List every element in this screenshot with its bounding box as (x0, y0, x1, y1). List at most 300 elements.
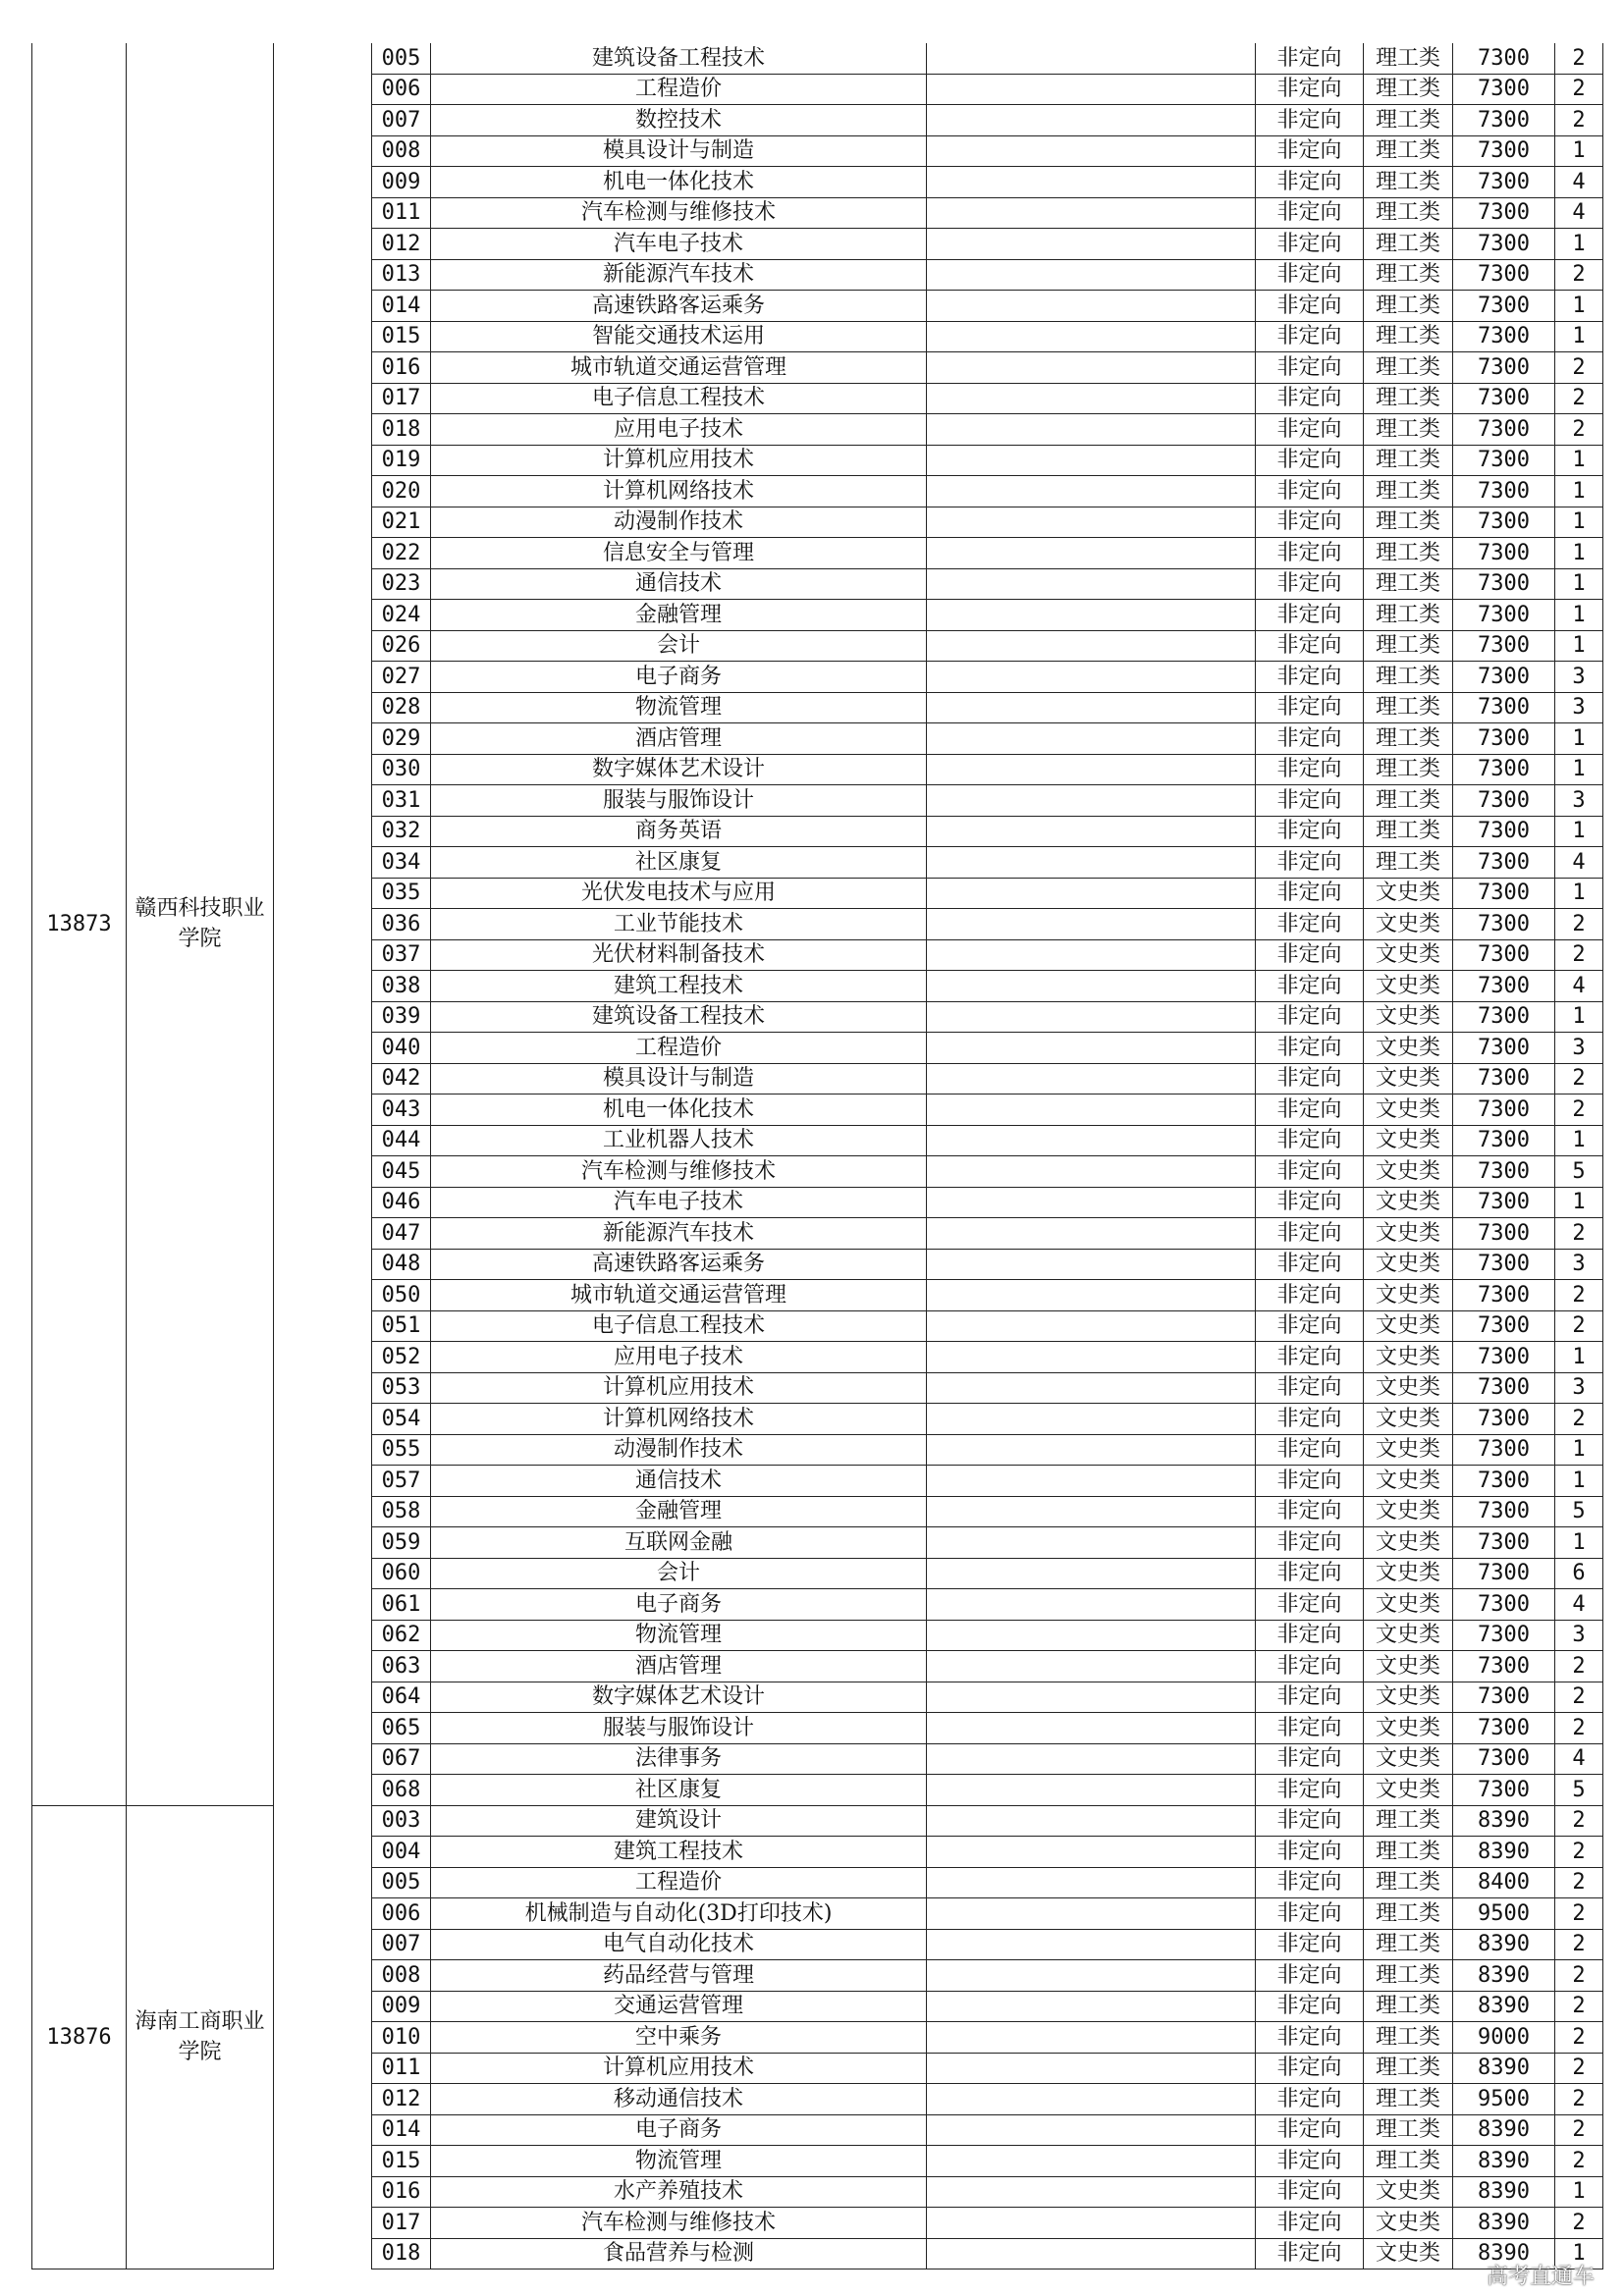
major-name-cell: 新能源汽车技术 (431, 1218, 927, 1250)
major-code-cell: 027 (372, 662, 431, 693)
plan-count-cell: 2 (1555, 1713, 1603, 1744)
plan-count-cell: 3 (1555, 1033, 1603, 1064)
tuition-cell: 7300 (1453, 1558, 1555, 1589)
tuition-cell: 7300 (1453, 321, 1555, 352)
major-name-cell: 汽车检测与维修技术 (431, 1156, 927, 1188)
tuition-cell: 7300 (1453, 847, 1555, 879)
orientation-cell: 非定向 (1256, 723, 1364, 755)
major-code-cell: 004 (372, 1837, 431, 1868)
plan-count-cell: 4 (1555, 1743, 1603, 1775)
remark-cell (927, 1651, 1256, 1682)
major-name-cell: 互联网金融 (431, 1527, 927, 1559)
tuition-cell: 7300 (1453, 1713, 1555, 1744)
major-name-cell: 商务英语 (431, 816, 927, 847)
category-cell: 文史类 (1364, 2238, 1453, 2269)
category-cell: 理工类 (1364, 74, 1453, 105)
orientation-cell: 非定向 (1256, 1033, 1364, 1064)
major-name-cell: 应用电子技术 (431, 1342, 927, 1373)
tuition-cell: 8390 (1453, 2053, 1555, 2084)
major-name-cell: 数字媒体艺术设计 (431, 1682, 927, 1713)
major-name-cell: 工业机器人技术 (431, 1125, 927, 1156)
major-name-cell: 物流管理 (431, 2146, 927, 2177)
major-code-cell: 032 (372, 816, 431, 847)
category-cell: 理工类 (1364, 135, 1453, 167)
category-cell: 文史类 (1364, 1280, 1453, 1311)
category-cell: 理工类 (1364, 785, 1453, 817)
plan-count-cell: 1 (1555, 321, 1603, 352)
orientation-cell: 非定向 (1256, 1929, 1364, 1960)
tuition-cell: 7300 (1453, 754, 1555, 785)
orientation-cell: 非定向 (1256, 1527, 1364, 1559)
tuition-cell: 7300 (1453, 1496, 1555, 1527)
remark-cell (927, 816, 1256, 847)
tuition-cell: 7300 (1453, 971, 1555, 1002)
major-name-cell: 建筑设计 (431, 1805, 927, 1837)
remark-cell (927, 1991, 1256, 2022)
orientation-cell: 非定向 (1256, 2084, 1364, 2115)
tuition-cell: 7300 (1453, 1372, 1555, 1404)
major-code-cell: 011 (372, 2053, 431, 2084)
category-cell: 理工类 (1364, 1805, 1453, 1837)
plan-count-cell: 1 (1555, 507, 1603, 538)
major-code-cell: 067 (372, 1743, 431, 1775)
remark-cell (927, 692, 1256, 723)
tuition-cell: 7300 (1453, 1001, 1555, 1033)
major-name-cell: 新能源汽车技术 (431, 259, 927, 291)
orientation-cell: 非定向 (1256, 197, 1364, 229)
orientation-cell: 非定向 (1256, 2208, 1364, 2239)
orientation-cell: 非定向 (1256, 816, 1364, 847)
major-name-cell: 物流管理 (431, 692, 927, 723)
remark-cell (927, 847, 1256, 879)
tuition-cell: 7300 (1453, 785, 1555, 817)
major-code-cell: 043 (372, 1095, 431, 1126)
tuition-cell: 7300 (1453, 1434, 1555, 1466)
orientation-cell: 非定向 (1256, 229, 1364, 260)
major-code-cell: 053 (372, 1372, 431, 1404)
tuition-cell: 7300 (1453, 939, 1555, 971)
remark-cell (927, 2146, 1256, 2177)
plan-count-cell: 1 (1555, 723, 1603, 755)
orientation-cell: 非定向 (1256, 445, 1364, 476)
tuition-cell: 7300 (1453, 1342, 1555, 1373)
major-code-cell: 060 (372, 1558, 431, 1589)
major-name-cell: 计算机应用技术 (431, 1372, 927, 1404)
category-cell: 理工类 (1364, 847, 1453, 879)
major-name-cell: 计算机应用技术 (431, 445, 927, 476)
category-cell: 文史类 (1364, 2208, 1453, 2239)
tuition-cell: 7300 (1453, 229, 1555, 260)
plan-count-cell: 5 (1555, 1156, 1603, 1188)
major-code-cell: 012 (372, 229, 431, 260)
tuition-cell: 7300 (1453, 816, 1555, 847)
plan-count-cell: 2 (1555, 1063, 1603, 1095)
tuition-cell: 7300 (1453, 600, 1555, 631)
remark-cell (927, 1775, 1256, 1806)
major-name-cell: 模具设计与制造 (431, 1063, 927, 1095)
category-cell: 理工类 (1364, 2084, 1453, 2115)
plan-count-cell: 2 (1555, 74, 1603, 105)
plan-count-cell: 4 (1555, 1589, 1603, 1621)
major-name-cell: 建筑设备工程技术 (431, 1001, 927, 1033)
category-cell: 文史类 (1364, 1713, 1453, 1744)
major-name-cell: 交通运营管理 (431, 1991, 927, 2022)
tuition-cell: 7300 (1453, 383, 1555, 414)
plan-count-cell: 2 (1555, 414, 1603, 446)
plan-count-cell: 2 (1555, 259, 1603, 291)
major-code-cell: 064 (372, 1682, 431, 1713)
tuition-cell: 7300 (1453, 1743, 1555, 1775)
category-cell: 文史类 (1364, 2176, 1453, 2208)
remark-cell (927, 167, 1256, 198)
major-name-cell: 计算机应用技术 (431, 2053, 927, 2084)
remark-cell (927, 43, 1256, 74)
plan-count-cell: 2 (1555, 939, 1603, 971)
category-cell: 理工类 (1364, 105, 1453, 136)
major-name-cell: 信息安全与管理 (431, 538, 927, 569)
orientation-cell: 非定向 (1256, 1404, 1364, 1435)
major-code-cell: 029 (372, 723, 431, 755)
orientation-cell: 非定向 (1256, 1001, 1364, 1033)
major-name-cell: 工程造价 (431, 74, 927, 105)
tuition-cell: 7300 (1453, 1651, 1555, 1682)
remark-cell (927, 1527, 1256, 1559)
major-code-cell: 017 (372, 383, 431, 414)
tuition-cell: 7300 (1453, 1404, 1555, 1435)
tuition-cell: 9500 (1453, 2084, 1555, 2115)
major-name-cell: 会计 (431, 630, 927, 662)
remark-cell (927, 259, 1256, 291)
plan-count-cell: 6 (1555, 1558, 1603, 1589)
orientation-cell: 非定向 (1256, 1095, 1364, 1126)
category-cell: 理工类 (1364, 1837, 1453, 1868)
tuition-cell: 7300 (1453, 414, 1555, 446)
major-name-cell: 金融管理 (431, 600, 927, 631)
orientation-cell: 非定向 (1256, 2238, 1364, 2269)
plan-count-cell: 1 (1555, 2238, 1603, 2269)
remark-cell (927, 1960, 1256, 1992)
tuition-cell: 7300 (1453, 1527, 1555, 1559)
plan-count-cell: 2 (1555, 1218, 1603, 1250)
institution-code: 13873 (32, 43, 127, 1805)
remark-cell (927, 1620, 1256, 1651)
category-cell: 文史类 (1364, 1620, 1453, 1651)
plan-count-cell: 4 (1555, 847, 1603, 879)
orientation-cell: 非定向 (1256, 878, 1364, 909)
orientation-cell: 非定向 (1256, 1775, 1364, 1806)
major-name-cell: 动漫制作技术 (431, 1434, 927, 1466)
major-name-cell: 建筑设备工程技术 (431, 43, 927, 74)
major-name-cell: 汽车检测与维修技术 (431, 2208, 927, 2239)
remark-cell (927, 1805, 1256, 1837)
major-name-cell: 工程造价 (431, 1033, 927, 1064)
remark-cell (927, 229, 1256, 260)
category-cell: 理工类 (1364, 197, 1453, 229)
major-name-cell: 服装与服饰设计 (431, 785, 927, 817)
remark-cell (927, 1434, 1256, 1466)
category-cell: 文史类 (1364, 1558, 1453, 1589)
tuition-cell: 7300 (1453, 630, 1555, 662)
major-name-cell: 通信技术 (431, 1466, 927, 1497)
major-name-cell: 食品营养与检测 (431, 2238, 927, 2269)
plan-count-cell: 2 (1555, 1837, 1603, 1868)
tuition-cell: 7300 (1453, 662, 1555, 693)
major-code-cell: 055 (372, 1434, 431, 1466)
major-code-cell: 016 (372, 2176, 431, 2208)
remark-cell (927, 2114, 1256, 2146)
tuition-cell: 7300 (1453, 1249, 1555, 1280)
major-name-cell: 工业节能技术 (431, 909, 927, 940)
category-cell: 文史类 (1364, 1156, 1453, 1188)
category-cell: 文史类 (1364, 1404, 1453, 1435)
major-name-cell: 计算机网络技术 (431, 476, 927, 507)
category-cell: 理工类 (1364, 600, 1453, 631)
plan-count-cell: 2 (1555, 1651, 1603, 1682)
major-name-cell: 汽车电子技术 (431, 1187, 927, 1218)
category-cell: 理工类 (1364, 352, 1453, 384)
major-code-cell: 039 (372, 1001, 431, 1033)
major-code-cell: 059 (372, 1527, 431, 1559)
tuition-cell: 7300 (1453, 259, 1555, 291)
major-name-cell: 通信技术 (431, 568, 927, 600)
category-cell: 文史类 (1364, 1651, 1453, 1682)
category-cell: 理工类 (1364, 538, 1453, 569)
major-code-cell: 022 (372, 538, 431, 569)
major-code-cell: 045 (372, 1156, 431, 1188)
tuition-cell: 7300 (1453, 1620, 1555, 1651)
plan-count-cell: 2 (1555, 2084, 1603, 2115)
plan-count-cell: 2 (1555, 1280, 1603, 1311)
plan-count-cell: 1 (1555, 1125, 1603, 1156)
major-name-cell: 社区康复 (431, 847, 927, 879)
plan-count-cell: 2 (1555, 352, 1603, 384)
remark-cell (927, 1063, 1256, 1095)
major-code-cell: 035 (372, 878, 431, 909)
plan-count-cell: 1 (1555, 445, 1603, 476)
remark-cell (927, 662, 1256, 693)
major-name-cell: 社区康复 (431, 1775, 927, 1806)
orientation-cell: 非定向 (1256, 1249, 1364, 1280)
tuition-cell: 8390 (1453, 1805, 1555, 1837)
major-name-cell: 空中乘务 (431, 2022, 927, 2054)
remark-cell (927, 754, 1256, 785)
orientation-cell: 非定向 (1256, 167, 1364, 198)
category-cell: 文史类 (1364, 1033, 1453, 1064)
remark-cell (927, 909, 1256, 940)
category-cell: 理工类 (1364, 2053, 1453, 2084)
remark-cell (927, 1095, 1256, 1126)
plan-count-cell: 4 (1555, 971, 1603, 1002)
plan-count-cell: 5 (1555, 1775, 1603, 1806)
category-cell: 理工类 (1364, 1960, 1453, 1992)
plan-count-cell: 2 (1555, 2146, 1603, 2177)
major-name-cell: 模具设计与制造 (431, 135, 927, 167)
tuition-cell: 8390 (1453, 1960, 1555, 1992)
tuition-cell: 8390 (1453, 2208, 1555, 2239)
orientation-cell: 非定向 (1256, 1558, 1364, 1589)
orientation-cell: 非定向 (1256, 383, 1364, 414)
plan-count-cell: 1 (1555, 630, 1603, 662)
category-cell: 文史类 (1364, 1125, 1453, 1156)
remark-cell (927, 1496, 1256, 1527)
major-name-cell: 城市轨道交通运营管理 (431, 352, 927, 384)
major-name-cell: 水产养殖技术 (431, 2176, 927, 2208)
plan-count-cell: 1 (1555, 1527, 1603, 1559)
orientation-cell: 非定向 (1256, 1589, 1364, 1621)
major-name-cell: 金融管理 (431, 1496, 927, 1527)
orientation-cell: 非定向 (1256, 1743, 1364, 1775)
orientation-cell: 非定向 (1256, 2146, 1364, 2177)
major-name-cell: 数控技术 (431, 105, 927, 136)
remark-cell (927, 568, 1256, 600)
orientation-cell: 非定向 (1256, 847, 1364, 879)
tuition-cell: 8390 (1453, 2114, 1555, 2146)
category-cell: 文史类 (1364, 1496, 1453, 1527)
remark-cell (927, 321, 1256, 352)
orientation-cell: 非定向 (1256, 1991, 1364, 2022)
category-cell: 理工类 (1364, 507, 1453, 538)
remark-cell (927, 1280, 1256, 1311)
major-code-cell: 065 (372, 1713, 431, 1744)
tuition-cell: 7300 (1453, 135, 1555, 167)
major-name-cell: 电子商务 (431, 1589, 927, 1621)
tuition-cell: 7300 (1453, 878, 1555, 909)
category-cell: 理工类 (1364, 754, 1453, 785)
plan-count-cell: 3 (1555, 692, 1603, 723)
orientation-cell: 非定向 (1256, 352, 1364, 384)
remark-cell (927, 2053, 1256, 2084)
orientation-cell: 非定向 (1256, 1466, 1364, 1497)
plan-count-cell: 1 (1555, 476, 1603, 507)
category-cell: 理工类 (1364, 259, 1453, 291)
category-cell: 文史类 (1364, 1249, 1453, 1280)
tuition-cell: 8390 (1453, 2238, 1555, 2269)
category-cell: 文史类 (1364, 1063, 1453, 1095)
remark-cell (927, 2208, 1256, 2239)
major-name-cell: 电子信息工程技术 (431, 1310, 927, 1342)
major-code-cell: 009 (372, 1991, 431, 2022)
tuition-cell: 9500 (1453, 1898, 1555, 1930)
enrollment-plan-table (31, 43, 1603, 2269)
remark-cell (927, 971, 1256, 1002)
plan-count-cell: 5 (1555, 1496, 1603, 1527)
category-cell: 文史类 (1364, 1095, 1453, 1126)
orientation-cell: 非定向 (1256, 1063, 1364, 1095)
remark-cell (927, 105, 1256, 136)
orientation-cell: 非定向 (1256, 971, 1364, 1002)
category-cell: 文史类 (1364, 1310, 1453, 1342)
remark-cell (927, 2176, 1256, 2208)
tuition-cell: 7300 (1453, 1033, 1555, 1064)
plan-count-cell: 1 (1555, 1466, 1603, 1497)
orientation-cell: 非定向 (1256, 43, 1364, 74)
major-code-cell: 013 (372, 259, 431, 291)
remark-cell (927, 1125, 1256, 1156)
major-name-cell: 酒店管理 (431, 1651, 927, 1682)
remark-cell (927, 476, 1256, 507)
major-code-cell: 028 (372, 692, 431, 723)
category-cell: 文史类 (1364, 1372, 1453, 1404)
plan-count-cell: 2 (1555, 909, 1603, 940)
major-name-cell: 汽车电子技术 (431, 229, 927, 260)
remark-cell (927, 1743, 1256, 1775)
major-name-cell: 汽车检测与维修技术 (431, 197, 927, 229)
category-cell: 理工类 (1364, 321, 1453, 352)
institution-name: 赣西科技职业学院 (127, 43, 274, 1805)
major-name-cell: 高速铁路客运乘务 (431, 291, 927, 322)
remark-cell (927, 1218, 1256, 1250)
tuition-cell: 7300 (1453, 1310, 1555, 1342)
remark-cell (927, 291, 1256, 322)
orientation-cell: 非定向 (1256, 2176, 1364, 2208)
category-cell: 理工类 (1364, 229, 1453, 260)
category-cell: 理工类 (1364, 291, 1453, 322)
major-code-cell: 008 (372, 135, 431, 167)
major-code-cell: 007 (372, 105, 431, 136)
major-name-cell: 机械制造与自动化(3D打印技术) (431, 1898, 927, 1930)
tuition-cell: 7300 (1453, 692, 1555, 723)
major-code-cell: 048 (372, 1249, 431, 1280)
remark-cell (927, 2238, 1256, 2269)
orientation-cell: 非定向 (1256, 754, 1364, 785)
major-name-cell: 服装与服饰设计 (431, 1713, 927, 1744)
plan-count-cell: 2 (1555, 1404, 1603, 1435)
table-row (32, 1805, 1603, 1837)
plan-count-cell: 3 (1555, 662, 1603, 693)
orientation-cell: 非定向 (1256, 600, 1364, 631)
category-cell: 文史类 (1364, 878, 1453, 909)
tuition-cell: 7300 (1453, 1187, 1555, 1218)
category-cell: 文史类 (1364, 1434, 1453, 1466)
category-cell: 文史类 (1364, 1682, 1453, 1713)
major-code-cell: 037 (372, 939, 431, 971)
tuition-cell: 8400 (1453, 1867, 1555, 1898)
orientation-cell: 非定向 (1256, 909, 1364, 940)
major-name-cell: 建筑工程技术 (431, 971, 927, 1002)
remark-cell (927, 878, 1256, 909)
orientation-cell: 非定向 (1256, 476, 1364, 507)
tuition-cell: 7300 (1453, 1095, 1555, 1126)
remark-cell (927, 1867, 1256, 1898)
major-name-cell: 应用电子技术 (431, 414, 927, 446)
plan-count-cell: 1 (1555, 1001, 1603, 1033)
table-body (32, 43, 1603, 2269)
major-code-cell: 063 (372, 1651, 431, 1682)
category-cell: 文史类 (1364, 971, 1453, 1002)
major-code-cell: 040 (372, 1033, 431, 1064)
watermark-text: 高考直通车 (1486, 2265, 1595, 2289)
remark-cell (927, 135, 1256, 167)
category-cell: 文史类 (1364, 1001, 1453, 1033)
tuition-cell: 7300 (1453, 1218, 1555, 1250)
tuition-cell: 7300 (1453, 1063, 1555, 1095)
major-code-cell: 010 (372, 2022, 431, 2054)
remark-cell (927, 1249, 1256, 1280)
major-name-cell: 光伏材料制备技术 (431, 939, 927, 971)
remark-cell (927, 939, 1256, 971)
tuition-cell: 7300 (1453, 167, 1555, 198)
plan-count-cell: 2 (1555, 2208, 1603, 2239)
orientation-cell: 非定向 (1256, 74, 1364, 105)
major-code-cell: 061 (372, 1589, 431, 1621)
orientation-cell: 非定向 (1256, 1867, 1364, 1898)
remark-cell (927, 1466, 1256, 1497)
remark-cell (927, 600, 1256, 631)
category-cell: 理工类 (1364, 43, 1453, 74)
orientation-cell: 非定向 (1256, 321, 1364, 352)
plan-count-cell: 1 (1555, 568, 1603, 600)
remark-cell (927, 1589, 1256, 1621)
